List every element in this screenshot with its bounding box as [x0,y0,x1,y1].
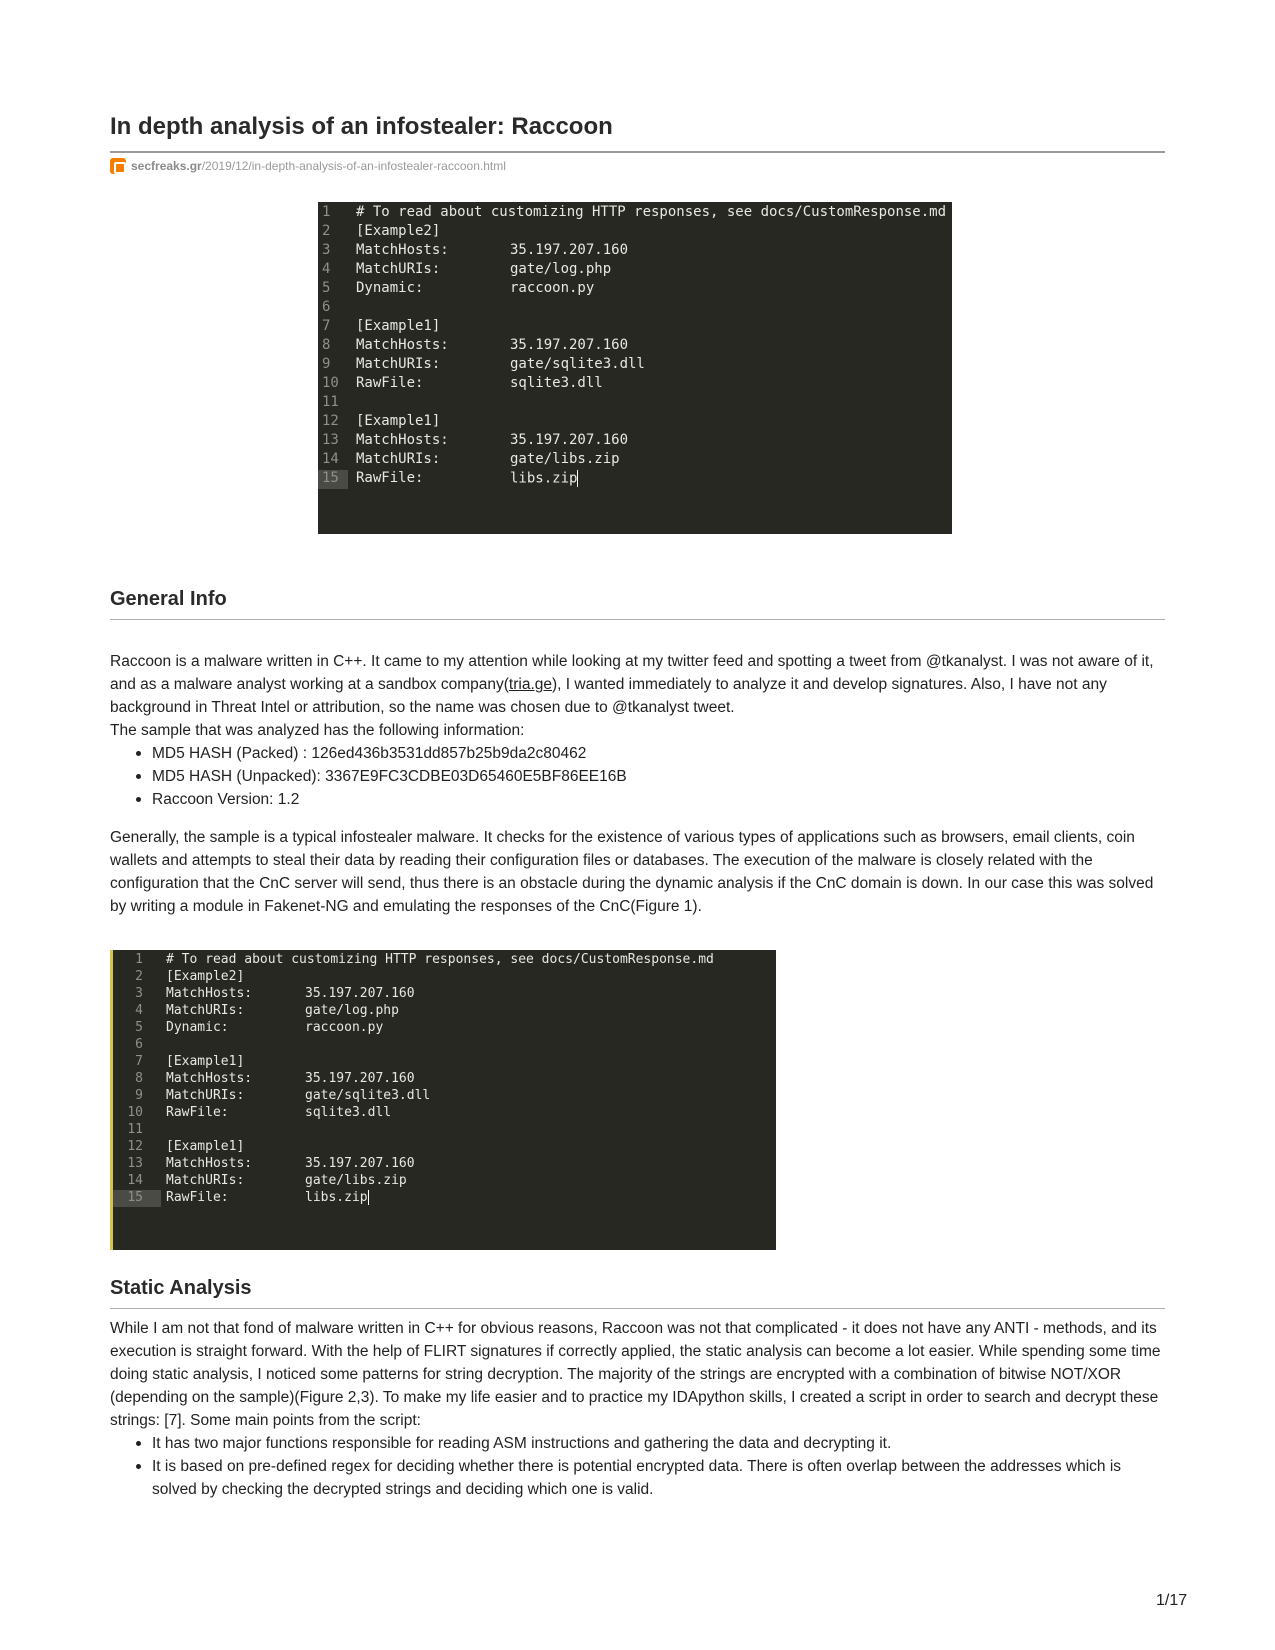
line-number: 13 [322,432,339,448]
line-number: 10 [322,375,339,391]
line-number: 4 [322,261,331,277]
line-number: 15 [127,1190,143,1205]
code-key: # To read about customizing HTTP responses, see docs/CustomResponse.md [356,204,947,220]
line-number: 1 [135,952,143,967]
section-divider [110,1308,1165,1309]
static-analysis-paragraph: While I am not that fond of malware written in C++ for obvious reasons, Raccoon was not that complicated - it does not have any ANTI - methods, and its execution is straight forward. With the help of FLIRT signatures if correctly applied, the static analysis can become a lot easier. While spending some time doing static analysis, I noticed some patterns for string decryption. The majority of the strings are encrypted with a combination of bitwise NOT/XOR (depending on the sample)(Figure 2,3). To make my life easier and to practice my IDApython skills, I created a script in order to search and decrypt these strings: [7]. Some main points from the script: [110,1320,1161,1429]
code-value: 35.197.207.160 [510,337,629,353]
code-line [318,413,952,432]
code-value: gate/sqlite3.dll [510,356,645,372]
line-number: 2 [322,223,331,239]
sample-info-list [110,742,1165,811]
text-cursor [577,470,578,487]
code-key: [Example2] [356,223,441,239]
line-number: 4 [135,1003,143,1018]
code-key: MatchHosts: [356,337,449,353]
code-value: sqlite3.dll [510,375,603,391]
list-item: It is based on pre-defined regex for deciding whether there is potential encrypted data. There is often overlap between the addresses which is solved by checking the decrypted strings and deciding which one is valid. [110,1455,1165,1501]
code-line [113,969,776,986]
code-line [318,451,952,470]
code-value: sqlite3.dll [305,1105,392,1120]
line-number: 12 [322,413,339,429]
line-number: 6 [135,1037,143,1052]
code-key: MatchURIs: [356,356,441,372]
list-item: Raccoon Version: 1.2 [110,788,1165,811]
line-number: 8 [322,337,331,353]
code-value: libs.zip [305,1190,368,1205]
code-line [113,952,776,969]
code-value: 35.197.207.160 [305,986,415,1001]
code-key: MatchURIs: [356,261,441,277]
code-line [113,986,776,1003]
line-number: 11 [127,1122,143,1137]
code-key: [Example1] [166,1054,245,1069]
code-line [113,1088,776,1105]
code-key: MatchURIs: [166,1088,245,1103]
code-line [318,337,952,356]
code-line [113,1071,776,1088]
code-line [318,375,952,394]
code-screenshot-figure-1 [110,950,776,1250]
code-key: [Example1] [356,318,441,334]
line-number: 10 [127,1105,143,1120]
code-line [318,318,952,337]
line-number: 9 [322,356,331,372]
code-line [113,1003,776,1020]
code-key: MatchURIs: [356,451,441,467]
code-line [318,261,952,280]
line-number: 2 [135,969,143,984]
code-line [318,223,952,242]
text-cursor [368,1190,369,1205]
code-line [318,280,952,299]
code-key: MatchHosts: [166,1071,253,1086]
line-number: 5 [135,1020,143,1035]
code-key: RawFile: [356,470,424,486]
code-value: 35.197.207.160 [510,242,629,258]
blogger-icon [110,158,126,174]
overview-paragraph: Generally, the sample is a typical infostealer malware. It checks for the existence of various types of applications such as browsers, email clients, coin wallets and attempts to steal their data by reading their configuration files or databases. The execution of the malware is closely related with the configuration that the CnC server will send, thus there is an obstacle during the dynamic analysis if the CnC domain is down. In our case this was solved by writing a module in Fakenet-NG and emulating the responses of the CnC(Figure 1). [110,829,1154,915]
general-info-paragraph: Raccoon is a malware written in C++. It came to my attention while looking at my twitter feed and spotting a tweet from @tkanalyst. I was not aware of it, and as a malware analyst working at a sandbox company(tria.ge), I wanted immediately to analyze it and develop signatures. Also, I have not any background in Threat Intel or attribution, so the name was chosen due to @tkanalyst tweet. [110,653,1154,716]
line-number: 14 [322,451,339,467]
code-key: MatchHosts: [356,432,449,448]
code-value: 35.197.207.160 [510,432,629,448]
code-value: gate/log.php [510,261,612,277]
code-value: gate/sqlite3.dll [305,1088,431,1103]
code-key: Dynamic: [166,1020,229,1035]
code-line [113,1105,776,1122]
code-value: 35.197.207.160 [305,1071,415,1086]
line-number: 7 [322,318,331,334]
code-value: raccoon.py [305,1020,384,1035]
code-key: MatchHosts: [166,986,253,1001]
code-line [318,299,952,318]
code-value: gate/log.php [305,1003,399,1018]
source-url[interactable] [110,158,506,174]
code-value: gate/libs.zip [510,451,620,467]
code-key: MatchURIs: [166,1173,245,1188]
page-number: 1/17 [1156,1592,1188,1609]
line-number: 14 [127,1173,143,1188]
code-key: RawFile: [166,1105,229,1120]
source-path[interactable]: /2019/12/in-depth-analysis-of-an-infostealer-raccoon.html [201,159,506,173]
code-value: libs.zip [510,470,578,487]
code-key: [Example1] [166,1139,245,1154]
code-line [113,1190,776,1207]
code-value: gate/libs.zip [305,1173,407,1188]
code-line [318,470,952,489]
code-key: MatchHosts: [166,1156,253,1171]
code-line [113,1139,776,1156]
code-line [318,432,952,451]
line-number: 5 [322,280,331,296]
sample-intro: The sample that was analyzed has the following information: [110,722,525,739]
line-number: 3 [135,986,143,1001]
section-divider [110,619,1165,620]
line-number: 15 [322,470,339,486]
section-heading-static-analysis: Static Analysis [110,1277,252,1299]
code-line [318,204,952,223]
code-key: # To read about customizing HTTP responses, see docs/CustomResponse.md [166,952,714,967]
code-key: [Example1] [356,413,441,429]
code-key: Dynamic: [356,280,424,296]
line-number: 6 [322,299,331,315]
code-line [113,1122,776,1139]
code-line [318,356,952,375]
code-line [113,1037,776,1054]
article-title: In depth analysis of an infostealer: Raccoon [110,113,613,140]
code-key: [Example2] [166,969,245,984]
line-number: 11 [322,394,339,410]
line-number: 13 [127,1156,143,1171]
list-item: MD5 HASH (Packed) : 126ed436b3531dd857b25b9da2c80462 [110,742,1165,765]
code-line [318,394,952,413]
code-line [318,242,952,261]
source-domain[interactable]: secfreaks.gr [131,159,202,173]
code-screenshot-header [318,202,952,534]
code-key: RawFile: [166,1190,229,1205]
list-item: MD5 HASH (Unpacked): 3367E9FC3CDBE03D65460E5BF86EE16B [110,765,1165,788]
code-line [113,1156,776,1173]
code-key: RawFile: [356,375,424,391]
code-line [113,1020,776,1037]
code-key: MatchURIs: [166,1003,245,1018]
title-divider [110,151,1165,153]
tria-ge-link[interactable]: tria.ge [508,676,552,693]
line-number: 12 [127,1139,143,1154]
code-key: MatchHosts: [356,242,449,258]
line-number: 1 [322,204,331,220]
code-line [113,1173,776,1190]
script-points-list [110,1432,1165,1501]
line-number: 7 [135,1054,143,1069]
line-number: 8 [135,1071,143,1086]
code-value: raccoon.py [510,280,595,296]
code-value: 35.197.207.160 [305,1156,415,1171]
code-line [113,1054,776,1071]
line-number: 9 [135,1088,143,1103]
list-item: It has two major functions responsible for reading ASM instructions and gathering the data and decrypting it. [110,1432,1165,1455]
section-heading-general-info: General Info [110,588,227,610]
line-number: 3 [322,242,331,258]
